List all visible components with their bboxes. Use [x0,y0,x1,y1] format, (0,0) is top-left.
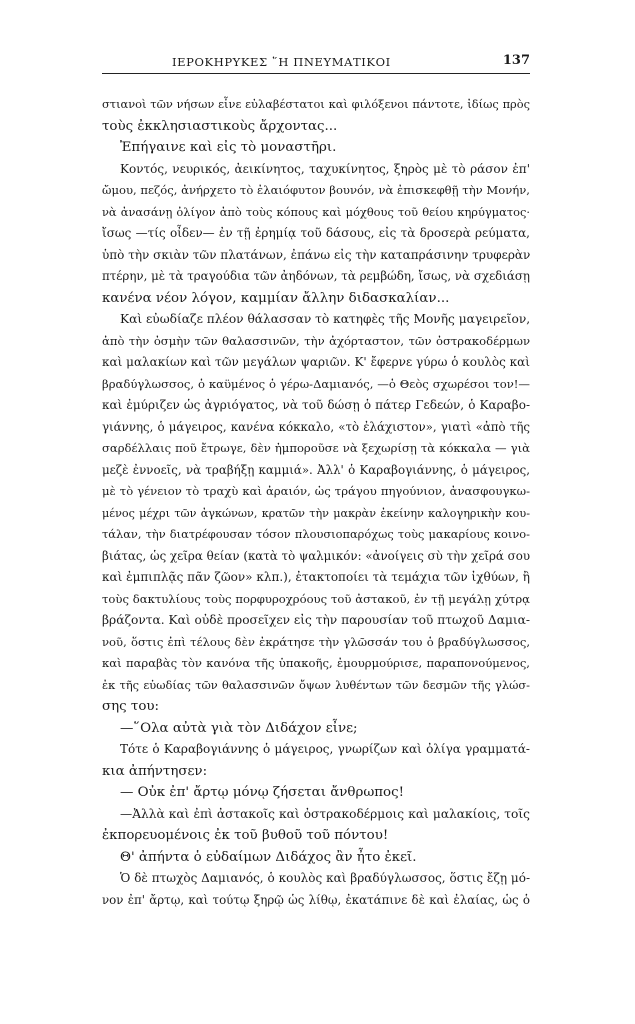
text-line: Θ' ἀπήντα ὁ εὐδαίμων Διδάχος ἂν ἦτο ἐκεῖ. [120,849,417,865]
text-line: πτέρην, μὲ τὰ τραγούδια τῶν ἀηδόνων, τὰ ρεμβώδη, ἴσως, νὰ σχεδιάσῃ [102,269,530,283]
text-line: καὶ παραβὰς τὸν κανόνα τῆς ὑπακοῆς, ἐμουρμούρισε, παραπονούμενος, [102,656,530,670]
body-text [102,94,530,911]
text-line: — Οὐκ ἐπ' ἄρτῳ μόνῳ ζήσεται ἄνθρωπος! [120,785,404,800]
text-line: μεζὲ ἐννοεῖς, νὰ τραβήξῃ καμμιά». Ἀλλ' ὁ Καραβογιάννης, ὁ μάγειρος, [102,462,530,477]
text-line: —῞Ολα αὐτὰ γιὰ τὸν Διδάχον εἶνε; [120,720,358,736]
text-line: βιάτας, ὡς χεῖρα θείαν (κατὰ τὸ ψαλμικόν: «ἀνοίγεις σὺ τὴν χεῖρά σου [102,548,530,563]
text-line: ὑπὸ τὴν σκιὰν τῶν πλατάνων, ἐπάνω εἰς τὴν καταπράσινην τρυφερὰν [102,247,530,262]
text-line: ἀπὸ τὴν ὀσμὴν τῶν θαλασσινῶν, τὴν ἀχόρταστον, τῶν ὀστρακοδέρμων [102,333,530,348]
text-line: σης του: [102,699,160,714]
text-line: κια ἀπήντησεν: [102,763,208,779]
text-line: βράζοντα. Καὶ οὐδὲ προσεῖχεν εἰς τὴν παρουσίαν τοῦ πτωχοῦ Δαμια- [102,613,530,627]
running-header [102,53,530,74]
page-number: 137 [502,53,530,68]
text-line: στιανοὶ τῶν νήσων εἶνε εὐλαβέστατοι καὶ φιλόξενοι πάντοτε, ἰδίως πρὸς [102,97,530,111]
text-line: καὶ ἐμπιπλᾷς πᾶν ζῶον» κλπ.), ἐτακτοποίει τὰ τεμάχια τῶν ἰχθύων, ἢ [102,570,530,584]
text-line: σαρδέλλαις ποῦ ἔτρωγε, δὲν ἠμποροῦσε νὰ ξεχωρίσῃ τὰ κόκκαλα — γιὰ [102,441,530,455]
text-line: ὤμου, πεζός, ἀνήρχετο τὸ ἐλαιόφυτον βουνόν, νὰ ἐπισκεφθῇ τὴν Μονήν, [102,183,530,197]
running-header-title: ΙΕΡΟΚΗΡΥΚΕΣ ῞Η ΠΝΕΥΜΑΤΙΚΟΙ [172,55,391,69]
text-line: νον ἐπ' ἄρτῳ, καὶ τούτῳ ξηρῷ ὡς λίθῳ, ἐκατάπινε δὲ καὶ ἐλαίας, ὡς ὁ [102,892,530,907]
text-line: νὰ ἀνασάνῃ ὀλίγον ἀπὸ τοὺς κόπους καὶ μόχθους τοῦ θείου κηρύγματος· [102,204,530,219]
text-line: γιάννης, ὁ μάγειρος, κανένα κόκκαλο, «τὸ ἐλάχιστον», γιατὶ «ἀπὸ τῆς [102,419,530,434]
text-line: Ἐπήγαινε καὶ εἰς τὸ μοναστῆρι. [120,140,337,155]
text-line: ἐκπορευομένοις ἐκ τοῦ βυθοῦ τοῦ πόντου! [102,828,389,843]
text-line: Τότε ὁ Καραβογιάννης ὁ μάγειρος, γνωρίζων καὶ ὀλίγα γραμματά- [120,742,530,756]
text-line: ἐκ τῆς εὐωδίας τῶν θαλασσινῶν ὄψων λυθέντων τῶν δεσμῶν τῆς γλώσ- [102,677,530,692]
text-line: τοὺς ἐκκλησιαστικοὺς ἄρχοντας... [102,118,338,134]
text-line: τοὺς δακτυλίους τοὺς πορφυροχρόους τοῦ ἀστακοῦ, ἐν τῇ μεγάλῃ χύτρᾳ [102,591,530,606]
text-line: καὶ μαλακίων καὶ τῶν μεγάλων ψαριῶν. Κ' ἔφερνε γύρω ὁ κουλὸς καὶ [102,355,530,369]
text-line: βραδύγλωσσος, ὁ καϋμένος ὁ γέρω-Δαμιανός, —ὁ Θεὸς σχωρέσοι τον!— [102,376,530,391]
text-line: Ὁ δὲ πτωχὸς Δαμιανός, ὁ κουλὸς καὶ βραδύγλωσσος, ὅστις ἔζῃ μό- [120,871,530,885]
text-line: μὲ τὸ γένειον τὸ τραχὺ καὶ ἀραιόν, ὡς τράγου πηγούνιον, ἀνασφουγκω- [102,484,530,498]
text-line: —Ἀλλὰ καὶ ἐπὶ ἀστακοῖς καὶ ὀστρακοδέρμοις καὶ μαλακίοις, τοῖς [120,806,530,821]
text-line: Καὶ εὐωδίαζε πλέον θάλασσαν τὸ κατηφὲς τῆς Μονῆς μαγειρεῖον, [120,312,530,326]
text-line: ἴσως —τίς οἶδεν— ἐν τῇ ἐρημίᾳ τοῦ δάσους, εἰς τὰ δροσερὰ ρεύματα, [102,226,530,240]
text-line: τάλαν, τὴν διατρέφουσαν τόσον πλουσιοπαρόχως τοὺς μακαρίους κοινο- [102,527,530,541]
text-line: καὶ ἐμύριζεν ὡς ἀγριόγατος, νὰ τοῦ δώσῃ ὁ πάτερ Γεδεών, ὁ Καραβο- [102,398,530,412]
text-line: κανένα νέον λόγον, καμμίαν ἄλλην διδασκαλίαν... [102,290,450,306]
text-line: μένος μέχρι τῶν ἀγκώνων, κρατῶν τὴν μακρὰν ἐκείνην καλογηρικὴν κου- [102,506,530,520]
text-line: νοῦ, ὅστις ἐπὶ τέλους δὲν ἐκράτησε τὴν γλῶσσάν του ὁ βραδύγλωσσος, [102,634,530,649]
text-line: Κοντός, νευρικός, ἀεικίνητος, ταχυκίνητος, ξηρὸς μὲ τὸ ράσον ἐπ' [120,161,530,176]
